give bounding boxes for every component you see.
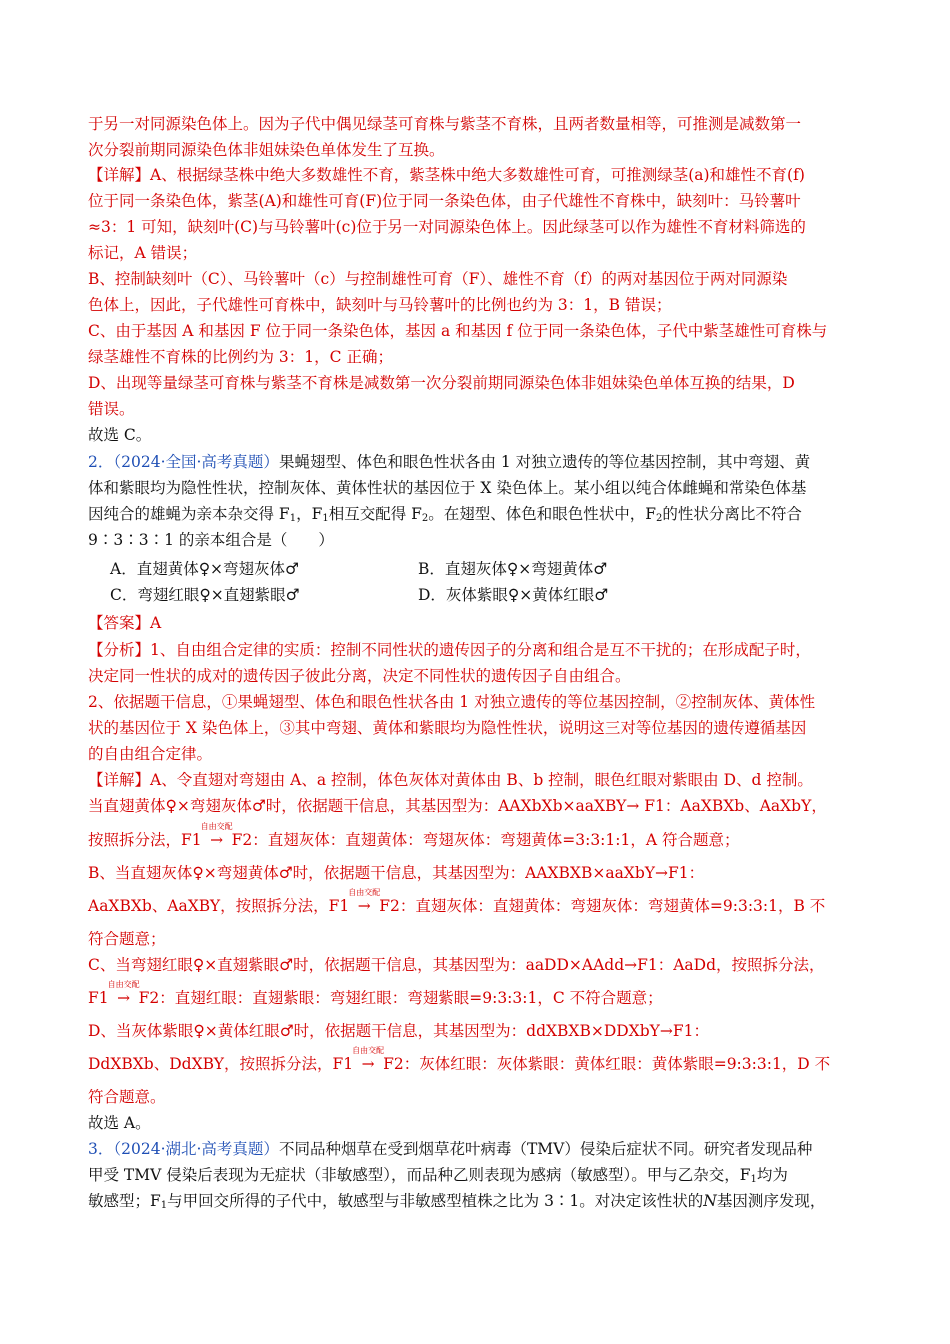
question-number: 3． [88,1140,114,1158]
free-mating-arrow: 自由交配 → [352,1046,385,1073]
q2-choose: 故选 A。 [88,1114,151,1132]
q2-analysis-line: 决定同一性状的成对的遗传因子彼此分离，决定不同性状的遗传因子自由组合。 [88,667,631,685]
q3-stem-line: 甲受 TMV 侵染后表现为无症状（非敏感型），而品种乙则表现为感病（敏感型）。甲与乙杂交，$F_1$均为 [88,1166,788,1185]
q1-detail-line: 错误。 [88,400,135,418]
question-source: （2024·湖北·高考真题） [113,1140,279,1158]
free-mating-arrow: 自由交配 → [200,822,233,849]
option-a: A．直翅黄体♀×弯翅灰体♂ [110,560,299,578]
q2-detail-line: F1 自由交配 → F2：直翅红眼：直翅紫眼：弯翅红眼：弯翅紫眼=9:3:3:1，C 不符合题意； [88,980,663,1007]
q2-answer: 【答案】A [88,614,162,632]
detail-tag: 【详解】 [88,166,151,184]
q3-stem-line: 3．（2024·湖北·高考真题）不同品种烟草在受到烟草花叶病毒（TMV）侵染后症状不同。研究者发现品种 [88,1140,813,1158]
q1-detail-line: C、由于基因 A 和基因 F 位于同一条染色体，基因 a 和基因 f 位于同一条染色体，子代中紫茎雄性可育株与 [88,322,828,340]
q2-stem-line: 因纯合的雄蝇为亲本杂交得 $F_1$，$F_1$相互交配得 $F_2$。在翅型、体色和眼色性状中，$F_2$的性状分离比不符合 [88,505,802,524]
q2-stem-line: 2．（2024·全国·高考真题）果蝇翅型、体色和眼色性状各由 1 对独立遗传的等位基因控制，其中弯翅、黄 [88,453,811,471]
question-source: （2024·全国·高考真题） [113,453,279,471]
q1-detail-line: B、控制缺刻叶（C）、马铃薯叶（c）与控制雄性可育（F）、雄性不育（f）的两对基因位于两对同源染 [88,270,788,288]
option-b: B．直翅灰体♀×弯翅黄体♂ [418,560,608,578]
free-mating-arrow: 自由交配 → [348,888,381,915]
q2-detail-line: DdXBXb、DdXBY，按照拆分法，F1 自由交配 → F2：灰体红眼：灰体紫眼：黄体红眼：黄体紫眼=9:3:3:1，D 不 [88,1046,831,1073]
q2-analysis-line: 的自由组合定律。 [88,745,213,763]
analysis-tag: 【分析】 [88,641,151,659]
q1-detail-line: 标记，A 错误； [88,244,198,262]
q2-detail-line: 符合题意。 [88,1088,166,1106]
q1-detail-line: 位于同一条染色体，紫茎(A)和雄性可育(F)位于同一条染色体，由子代雄性不育株中，缺刻叶：马铃薯叶 [88,192,801,210]
q2-detail-line: C、当弯翅红眼♀×直翅紫眼♂时，依据题干信息，其基因型为：aaDD×AAdd→F1：AaDd，按照拆分法， [88,956,825,974]
q1-detail-line: 【详解】A、根据绿茎株中绝大多数雄性不育，紫茎株中绝大多数雄性可育，可推测绿茎(a)和雄性不育(f) [88,166,805,184]
q1-text-line: 次分裂前期同源染色体非姐妹染色单体发生了互换。 [88,141,445,159]
q2-detail-line: B、当直翅灰体♀×弯翅黄体♂时，依据题干信息，其基因型为：AAXBXB×aaXbY→F1： [88,864,705,882]
q1-choose: 故选 C。 [88,426,152,444]
q1-detail-line: D、出现等量绿茎可育株与紫茎不育株是减数第一次分裂前期同源染色体非姐妹染色单体互换的结果，D [88,374,795,392]
q2-detail-line: 【详解】A、令直翅对弯翅由 A、a 控制，体色灰体对黄体由 B、b 控制，眼色红眼对紫眼由 D、d 控制。 [88,771,813,789]
q2-detail-line: D、当灰体紫眼♀×黄体红眼♂时，依据题干信息，其基因型为：ddXBXB×DDXbY→F1： [88,1022,709,1040]
free-mating-arrow: 自由交配 → [107,980,140,1007]
q2-stem-line: 体和紫眼均为隐性性状，控制灰体、黄体性状的基因位于 X 染色体上。某小组以纯合体雌蝇和常染色体基 [88,479,807,497]
q2-detail-line: 符合题意； [88,930,166,948]
q2-stem-line: 9∶3∶3∶1 的亲本组合是（ ） [88,531,334,549]
q2-detail-line: AaXBXb、AaXBY，按照拆分法，F1 自由交配 → F2：直翅灰体：直翅黄体：弯翅灰体：弯翅黄体=9:3:3:1，B 不 [88,888,826,915]
q1-text-line: 于另一对同源染色体上。因为子代中偶见绿茎可育株与紫茎不育株，且两者数量相等，可推测是减数第一 [88,115,802,133]
option-c: C．弯翅红眼♀×直翅紫眼♂ [110,586,300,604]
q1-detail-line: ≈3：1 可知，缺刻叶(C)与马铃薯叶(c)位于另一对同源染色体上。因此绿茎可以作为雄性不育材料筛选的 [88,218,806,236]
q1-detail-line: 色体上，因此，子代雄性可育株中，缺刻叶与马铃薯叶的比例也约为 3：1，B 错误； [88,296,672,314]
q2-detail-line: 当直翅黄体♀×弯翅灰体♂时，依据题干信息，其基因型为：AAXbXb×aaXBY→ F1：AaXBXb、AaXbY， [88,797,827,815]
option-d: D．灰体紫眼♀×黄体红眼♂ [418,586,609,604]
q2-analysis-line: 状的基因位于 X 染色体上，③其中弯翅、黄体和紫眼均为隐性性状，说明这三对等位基因的遗传遵循基因 [88,719,807,737]
q2-analysis-line: 2、依据题干信息，①果蝇翅型、体色和眼色性状各由 1 对独立遗传的等位基因控制，②控制灰体、黄体性 [88,693,816,711]
q1-detail-line: 绿茎雄性不育株的比例约为 3：1，C 正确； [88,348,393,366]
q2-analysis-line: 【分析】1、自由组合定律的实质：控制不同性状的遗传因子的分离和组合是互不干扰的；在形成配子时， [88,641,811,659]
q3-stem-line: 敏感型；$F_1$与甲回交所得的子代中，敏感型与非敏感型植株之比为 3∶1。对决定该性状的N基因测序发现， [88,1192,826,1211]
detail-tag: 【详解】 [88,771,151,789]
q2-detail-line: 按照拆分法，F1 自由交配 → F2：直翅灰体：直翅黄体：弯翅灰体：弯翅黄体=3:3:1:1，A 符合题意； [88,822,740,849]
question-number: 2． [88,453,114,471]
